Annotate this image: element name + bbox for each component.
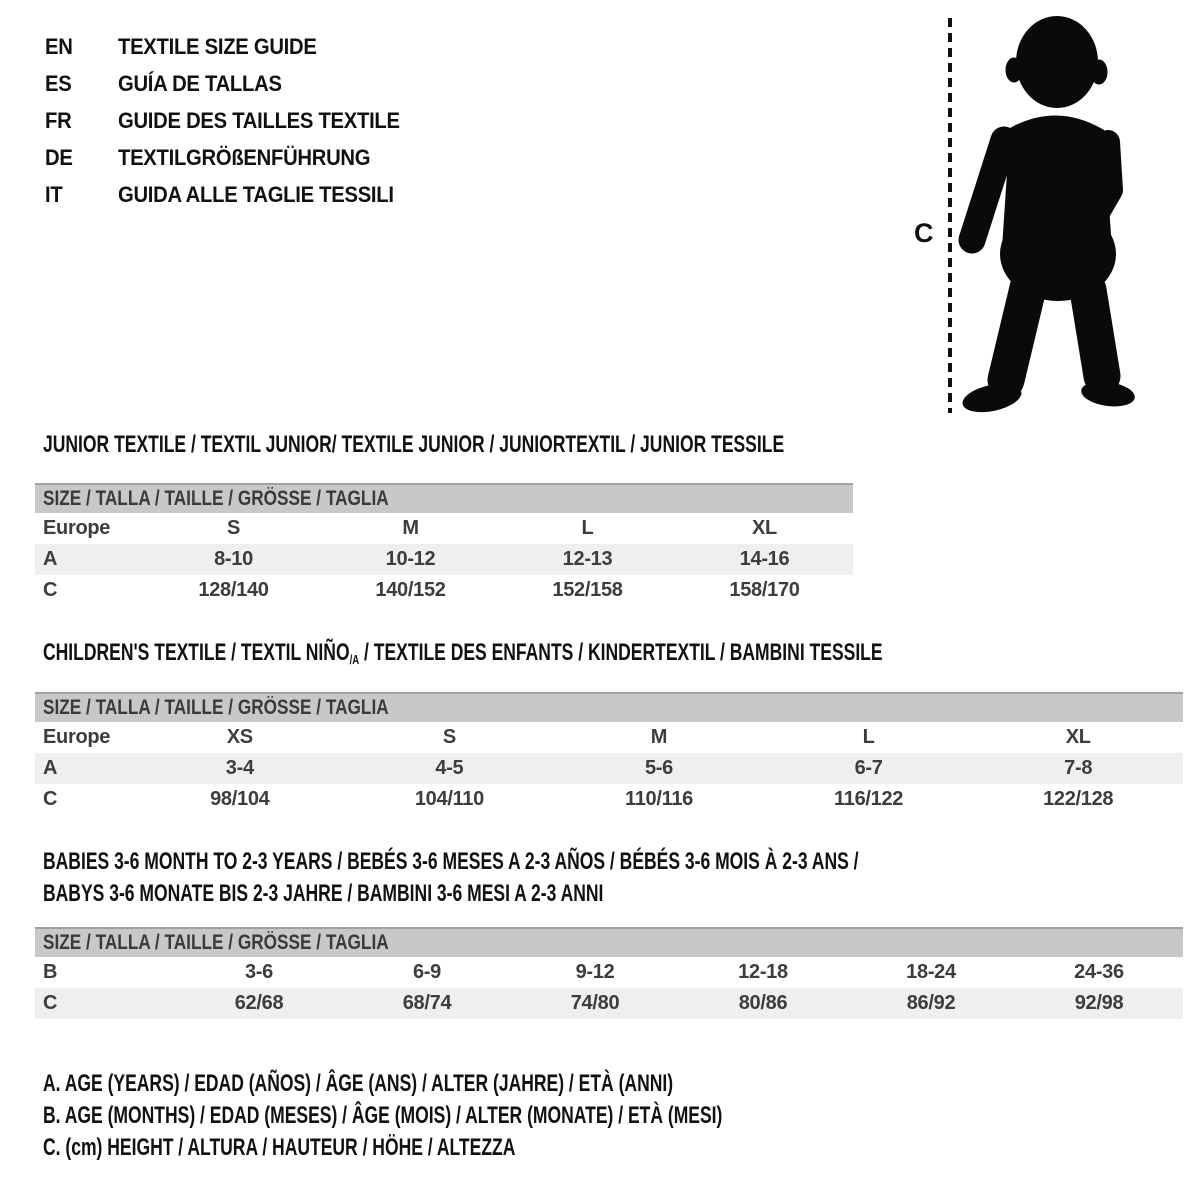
table-cell: 18-24: [906, 961, 956, 983]
table-cell: 158/170: [729, 579, 800, 601]
table-cell: L: [862, 726, 875, 748]
lang-row-it: [45, 182, 424, 219]
lang-title: GUIDE DES TAILLES TEXTILE: [118, 108, 400, 133]
table-cell: 122/128: [1043, 788, 1114, 810]
babies-title-line2: BABYS 3-6 MONATE BIS 2-3 JAHRE / BAMBINI 3-6 MESI A 2-3 ANNI: [43, 880, 604, 907]
table-cell: 74/80: [570, 992, 620, 1014]
table-header-label: SIZE / TALLA / TAILLE / GRÖSSE / TAGLIA: [43, 931, 389, 954]
children-section-title: CHILDREN'S TEXTILE / TEXTIL NIÑO/A / TEXTILE DES ENFANTS / KINDERTEXTIL / BAMBINI TESSILE: [43, 639, 883, 667]
table-row-height: [35, 575, 853, 606]
row-label: C: [43, 992, 58, 1014]
row-label: A: [43, 548, 58, 570]
row-label: A: [43, 757, 58, 779]
lang-title: GUIDA ALLE TAGLIE TESSILI: [118, 182, 394, 207]
legend-line-c: C. (cm) HEIGHT / ALTURA / HAUTEUR / HÖHE / ALTEZZA: [43, 1134, 516, 1161]
table-cell: XS: [226, 726, 253, 748]
language-title-list: [45, 34, 424, 219]
table-cell: 116/122: [834, 788, 904, 810]
table-cell: 86/92: [906, 992, 956, 1014]
babies-title-line1: BABIES 3-6 MONTH TO 2-3 YEARS / BEBÉS 3-6 MESES A 2-3 AÑOS / BÉBÉS 3-6 MOIS À 2-3 ANS /: [43, 848, 859, 875]
table-cell: 9-12: [575, 961, 615, 983]
measure-legend: [43, 1072, 974, 1168]
table-cell: 7-8: [1064, 757, 1093, 779]
table-cell: 80/86: [738, 992, 788, 1014]
table-cell: M: [402, 517, 419, 539]
table-header-bar: [35, 483, 853, 513]
lang-title: TEXTILGRÖßENFÜHRUNG: [118, 145, 371, 170]
children-size-table: [35, 692, 1183, 815]
table-cell: 152/158: [552, 579, 623, 601]
lang-row-es: [45, 71, 424, 108]
table-row-age: [35, 753, 1183, 784]
lang-row-de: [45, 145, 424, 182]
lang-code: EN: [45, 34, 73, 59]
table-row-height: [35, 988, 1183, 1019]
table-cell: 5-6: [644, 757, 673, 779]
table-row-europe: [35, 513, 853, 544]
row-label: B: [43, 961, 58, 983]
toddler-silhouette-icon: [960, 16, 1136, 417]
row-label: C: [43, 579, 58, 601]
height-measure-figure: [900, 8, 1145, 420]
table-cell: 24-36: [1074, 961, 1124, 983]
table-header-label: SIZE / TALLA / TAILLE / GRÖSSE / TAGLIA: [43, 487, 389, 510]
table-cell: 3-6: [244, 961, 273, 983]
table-cell: 12-18: [738, 961, 788, 983]
lang-title: TEXTILE SIZE GUIDE: [118, 34, 317, 59]
table-row-age: [35, 544, 853, 575]
table-cell: 68/74: [402, 992, 452, 1014]
legend-line-a: A. AGE (YEARS) / EDAD (AÑOS) / ÂGE (ANS) / ALTER (JAHRE) / ETÀ (ANNI): [43, 1070, 674, 1097]
table-cell: 14-16: [739, 548, 790, 570]
babies-section-title: [43, 850, 1160, 914]
height-measure-label: C: [914, 218, 934, 248]
table-row-age-months: [35, 957, 1183, 988]
table-cell: 104/110: [414, 788, 484, 810]
table-cell: XL: [1065, 726, 1091, 748]
table-cell: 6-9: [412, 961, 441, 983]
table-cell: 3-4: [225, 757, 254, 779]
babies-size-table: [35, 927, 1183, 1019]
lang-row-fr: [45, 108, 424, 145]
table-cell: 6-7: [854, 757, 883, 779]
row-label: C: [43, 788, 58, 810]
table-cell: S: [442, 726, 456, 748]
lang-row-en: [45, 34, 424, 71]
table-header-label: SIZE / TALLA / TAILLE / GRÖSSE / TAGLIA: [43, 696, 389, 719]
table-cell: M: [650, 726, 668, 748]
row-label: Europe: [43, 726, 111, 748]
lang-title: GUÍA DE TALLAS: [118, 71, 282, 96]
junior-size-table: [35, 483, 853, 606]
table-cell: S: [226, 517, 241, 539]
table-cell: 62/68: [234, 992, 284, 1014]
lang-code: IT: [45, 182, 63, 207]
table-cell: 8-10: [214, 548, 253, 570]
junior-section-title: JUNIOR TEXTILE / TEXTIL JUNIOR/ TEXTILE JUNIOR / JUNIORTEXTIL / JUNIOR TESSILE: [43, 431, 785, 458]
table-cell: 140/152: [375, 579, 446, 601]
table-cell: 128/140: [198, 579, 269, 601]
table-cell: 12-13: [562, 548, 613, 570]
title-subscript: /A: [349, 651, 360, 667]
lang-code: ES: [45, 71, 72, 96]
table-cell: 4-5: [435, 757, 464, 779]
table-cell: XL: [752, 517, 777, 539]
table-row-europe: [35, 722, 1183, 753]
table-cell: 92/98: [1074, 992, 1124, 1014]
table-cell: L: [581, 517, 594, 539]
legend-line-b: B. AGE (MONTHS) / EDAD (MESES) / ÂGE (MOIS) / ALTER (MONATE) / ETÀ (MESI): [43, 1102, 723, 1129]
lang-code: FR: [45, 108, 72, 133]
lang-code: DE: [45, 145, 73, 170]
table-header-bar: [35, 692, 1183, 722]
table-cell: 98/104: [210, 788, 270, 810]
table-cell: 10-12: [385, 548, 436, 570]
table-cell: 110/116: [624, 788, 693, 810]
table-header-bar: [35, 927, 1183, 957]
row-label: Europe: [43, 517, 111, 539]
table-row-height: [35, 784, 1183, 815]
